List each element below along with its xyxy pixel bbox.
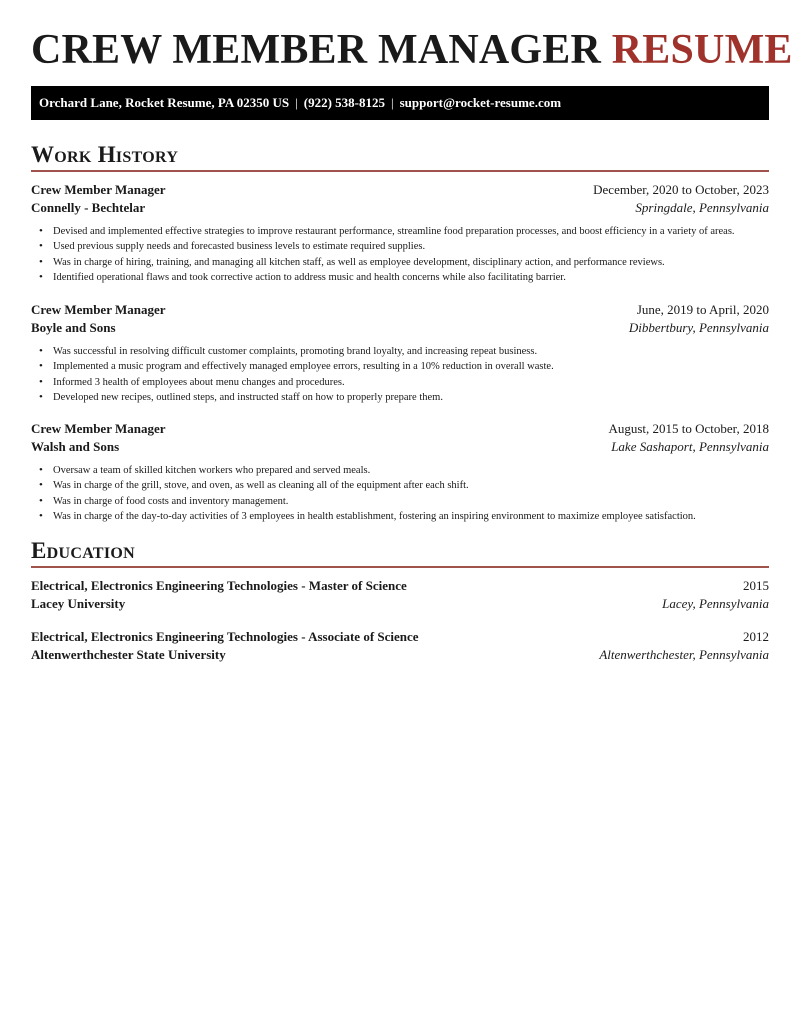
education-degree: Electrical, Electronics Engineering Technologies - Associate of Science (31, 629, 419, 644)
job-location: Lake Sashaport, Pennsylvania (611, 439, 769, 454)
list-item: • Implemented a music program and effectively managed employee errors, resulting in a 10% reduction in overall waste. (39, 360, 554, 373)
education-school-row (31, 646, 769, 664)
education-location: Altenwerthchester, Pennsylvania (599, 647, 769, 662)
contact-phone: (922) 538-8125 (303, 95, 385, 110)
list-item: • Oversaw a team of skilled kitchen workers who prepared and served meals. (39, 464, 371, 476)
job-title: Crew Member Manager (31, 302, 166, 317)
job-entry (31, 181, 769, 217)
job-company: Walsh and Sons (31, 439, 120, 454)
list-item: • Identified operational flaws and took corrective action to address music and health concerns while also facilitating barrier. (39, 270, 566, 283)
job-dates: December, 2020 to October, 2023 (593, 182, 769, 197)
job-bullets (31, 344, 769, 405)
job-header-row (31, 420, 769, 438)
job-company-row (31, 438, 769, 456)
title-accent: RESUME (611, 27, 793, 73)
title-main: CREW MEMBER MANAGER (31, 27, 602, 73)
education-entry (31, 577, 769, 613)
education-entry (31, 628, 769, 664)
education-degree-row (31, 628, 769, 646)
job-title: Crew Member Manager (31, 182, 166, 197)
job-company-row (31, 319, 769, 337)
education-school: Altenwerthchester State University (31, 647, 226, 662)
contact-bar (31, 86, 769, 120)
job-location: Springdale, Pennsylvania (635, 200, 769, 215)
list-item: • Developed new recipes, outlined steps, and instructed staff on how to properly prepare them. (39, 390, 443, 403)
education-school-row (31, 595, 769, 613)
contact-email[interactable]: support@rocket-resume.com (399, 95, 562, 110)
work-history-heading: Work History (31, 141, 769, 172)
education-degree-row (31, 577, 769, 595)
education-school: Lacey University (31, 596, 126, 611)
job-company: Boyle and Sons (31, 320, 116, 335)
job-header-row (31, 181, 769, 199)
job-location: Dibbertbury, Pennsylvania (628, 320, 769, 335)
contact-separator: | (390, 95, 394, 110)
list-item: • Informed 3 health of employees about menu changes and procedures. (39, 375, 345, 388)
page-title (31, 26, 793, 74)
job-bullets (31, 224, 769, 285)
list-item: • Was in charge of hiring, training, and managing all kitchen staff, as well as employee development, disciplinary action, and performance reviews. (39, 255, 665, 268)
education-degree: Electrical, Electronics Engineering Technologies - Master of Science (31, 578, 407, 593)
contact-address: Orchard Lane, Rocket Resume, PA 02350 US (39, 95, 290, 110)
list-item: • Used previous supply needs and forecasted business levels to estimate required supplies. (39, 240, 426, 253)
education-heading: Education (31, 537, 769, 568)
job-company-row (31, 199, 769, 217)
list-item: • Was successful in resolving difficult customer complaints, promoting brand loyalty, and increasing repeat business. (39, 345, 538, 357)
job-bullets (31, 463, 769, 524)
education-year: 2012 (743, 629, 769, 644)
list-item: • Was in charge of the day-to-day activities of 3 employees in health establishment, fostering an inspiring environment to maximize employee satisfaction. (39, 509, 696, 522)
job-dates: June, 2019 to April, 2020 (636, 302, 769, 317)
list-item: • Was in charge of food costs and inventory management. (39, 494, 289, 507)
job-title: Crew Member Manager (31, 421, 166, 436)
list-item: • Was in charge of the grill, stove, and oven, as well as cleaning all of the equipment after each shift. (39, 479, 469, 492)
education-year: 2015 (743, 578, 769, 593)
education-location: Lacey, Pennsylvania (662, 596, 769, 611)
list-item: • Devised and implemented effective strategies to improve restaurant performance, streamline food preparation processes, and boost efficiency in a variety of areas. (39, 225, 735, 237)
job-dates: August, 2015 to October, 2018 (608, 421, 769, 436)
job-entry (31, 420, 769, 456)
job-header-row (31, 301, 769, 319)
job-entry (31, 301, 769, 337)
job-company: Connelly - Bechtelar (31, 200, 146, 215)
contact-separator: | (295, 95, 298, 110)
